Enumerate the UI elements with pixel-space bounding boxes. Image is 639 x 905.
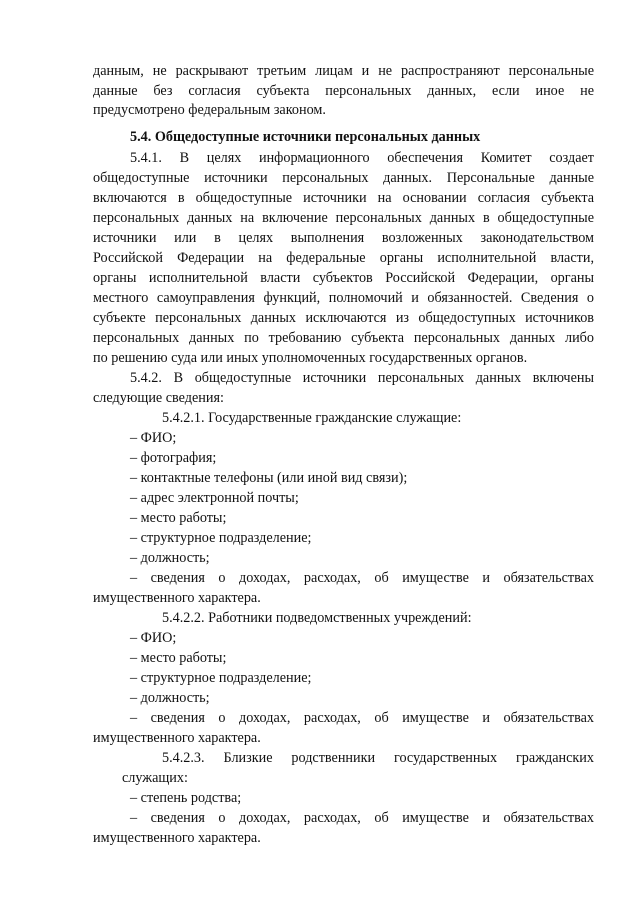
subsection-heading: 5.4.2.2. Работники подведомственных учреждений:: [162, 610, 472, 626]
list-item: – должность;: [130, 550, 210, 566]
text-line: субъекте персональных данных исключаются из общедоступных источников: [93, 310, 594, 326]
text-line: источники или в целях выполнения возложенных законодательством: [93, 230, 594, 246]
list-item: – место работы;: [130, 510, 227, 526]
list-item: – сведения о доходах, расходах, об имуществе и обязательствах: [130, 710, 594, 726]
subsection-heading: 5.4.2.1. Государственные гражданские служащие:: [162, 410, 462, 426]
list-item: – адрес электронной почты;: [130, 490, 299, 506]
list-item: – сведения о доходах, расходах, об имуществе и обязательствах: [130, 570, 594, 586]
text-line: 5.4.2. В общедоступные источники персональных данных включены: [130, 370, 594, 386]
text-line: персональных данных по требованию субъекта персональных данных либо: [93, 330, 594, 346]
list-item: – ФИО;: [130, 630, 177, 646]
text-line: персональных данных на включение персональных данных в общедоступные: [93, 210, 594, 226]
text-line: служащих:: [122, 770, 188, 786]
list-item: – место работы;: [130, 650, 227, 666]
list-item: – ФИО;: [130, 430, 177, 446]
text-line: включаются в общедоступные источники на основании согласия субъекта: [93, 190, 594, 206]
text-line: предусмотрено федеральным законом.: [93, 102, 326, 118]
text-line: имущественного характера.: [93, 730, 261, 746]
text-line: местного самоуправления функций, полномочий и обязанностей. Сведения о: [93, 290, 594, 306]
text-line: следующие сведения:: [93, 390, 224, 406]
section-heading: 5.4. Общедоступные источники персональных данных: [130, 129, 481, 145]
text-line: имущественного характера.: [93, 590, 261, 606]
text-line: 5.4.1. В целях информационного обеспечения Комитет создает: [130, 150, 594, 166]
list-item: – должность;: [130, 690, 210, 706]
text-line: данные без согласия субъекта персональных данных, если иное не: [93, 83, 594, 99]
list-item: – структурное подразделение;: [130, 670, 312, 686]
text-line: по решению суда или иных уполномоченных государственных органов.: [93, 350, 528, 366]
text-line: данным, не раскрывают третьим лицам и не распространяют персональные: [93, 63, 594, 79]
text-line: органы исполнительной власти субъектов Российской Федерации, органы: [93, 270, 594, 286]
list-item: – структурное подразделение;: [130, 530, 312, 546]
list-item: – контактные телефоны (или иной вид связи);: [130, 470, 408, 486]
text-line: Российской Федерации на федеральные органы исполнительной власти,: [93, 250, 594, 266]
list-item: – фотография;: [130, 450, 217, 466]
text-line: общедоступные источники персональных данных. Персональные данные: [93, 170, 594, 186]
subsection-heading: 5.4.2.3. Близкие родственники государственных гражданских: [162, 750, 594, 766]
list-item: – степень родства;: [130, 790, 242, 806]
text-line: имущественного характера.: [93, 830, 261, 846]
list-item: – сведения о доходах, расходах, об имуществе и обязательствах: [130, 810, 594, 826]
